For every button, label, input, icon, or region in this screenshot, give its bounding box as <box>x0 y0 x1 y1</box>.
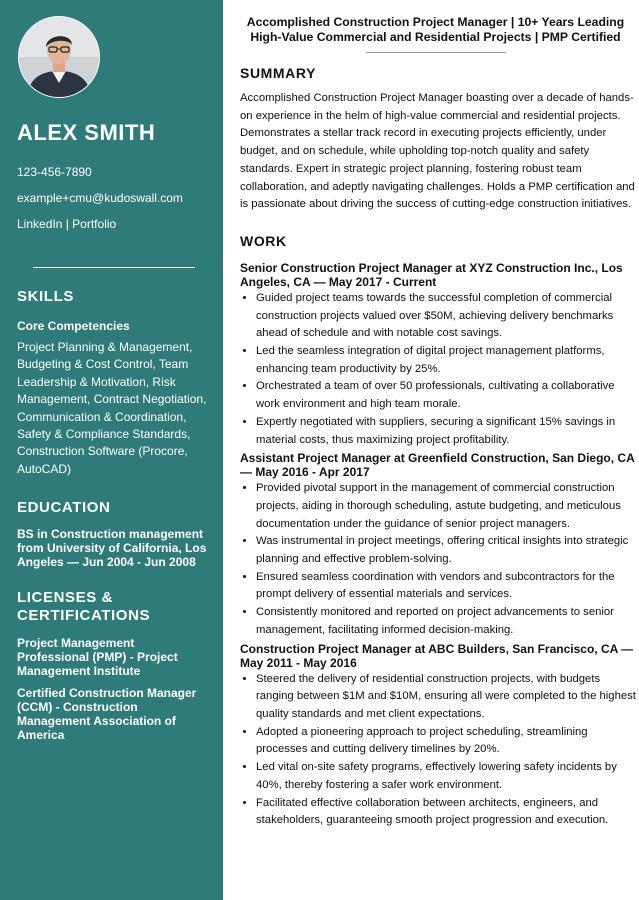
certification-item: Certified Construction Manager (CCM) - Construction Management Association of America <box>17 686 197 743</box>
phone-number: 123-456-7890 <box>17 165 92 179</box>
job-bullet: • Orchestrated a team of over 50 professionals, cultivating a collaborative work environment and high team morale. <box>256 378 639 413</box>
job-bullet: • Led the seamless integration of digital project management platforms, enhancing team productivity by 25%. <box>256 343 639 378</box>
avatar <box>18 16 100 98</box>
email-address[interactable]: example+cmu@kudoswall.com <box>17 191 183 205</box>
sidebar-divider <box>33 267 195 268</box>
job-bullet: • Facilitated effective collaboration between architects, engineers, and stakeholders, guaranteeing smooth project progression and execution. <box>256 795 639 830</box>
job-bullet: • Ensured seamless coordination with vendors and subcontractors for the prompt delivery of essential materials and services. <box>256 569 639 604</box>
profile-links <box>17 217 209 231</box>
job-bullet: • Was instrumental in project meetings, offering critical insights into strategic planning and effective problem-solving. <box>256 533 639 568</box>
work-heading: WORK <box>240 232 287 249</box>
core-competencies-text: Project Planning & Management, Budgeting & Cost Control, Team Leadership & Motivation, Risk Management, Contract Negotiation, Communication & Coordination, Safety & Compliance Standards, Construction Software (Procore, AutoCAD) <box>17 340 207 476</box>
job-title: Assistant Project Manager at Greenfield Construction, San Diego, CA — May 2016 - Apr 2017 <box>240 451 635 480</box>
profile-photo <box>19 17 99 97</box>
skills-heading: SKILLS <box>17 288 74 305</box>
education-heading: EDUCATION <box>17 499 111 517</box>
core-competencies-heading: Core Competencies <box>17 319 130 333</box>
sidebar <box>0 0 223 900</box>
job-bullets <box>240 671 639 830</box>
job-bullet: • Guided project teams towards the successful completion of commercial construction projects valued over $50M, achieving delivery benchmarks ahead of schedule and with notable cost savings. <box>256 290 639 343</box>
job-bullet: • Steered the delivery of residential construction projects, with budgets ranging between $1M and $10M, ensuring all were completed to the highest quality standards and met client expectations. <box>256 671 639 724</box>
summary-heading: SUMMARY <box>240 65 317 81</box>
main-content <box>223 0 639 900</box>
candidate-name: ALEX SMITH <box>17 120 156 145</box>
resume-headline: Accomplished Construction Project Manager | 10+ Years Leading High-Value Commercial and Residential Projects | PMP Certified <box>246 15 625 44</box>
job-bullets <box>240 290 639 449</box>
certification-item: Project Management Professional (PMP) - Project Management Institute <box>17 636 178 679</box>
job-bullet: • Led vital on-site safety programs, effectively lowering safety incidents by 40%, thereby fostering a safer work environment. <box>256 759 639 794</box>
linkedin-link[interactable]: LinkedIn <box>17 217 63 231</box>
headline-divider <box>366 52 506 53</box>
job-entry <box>240 642 639 830</box>
education-entry: BS in Construction management from University of California, Los Angeles — Jun 2004 - Jun 2008 <box>17 527 207 570</box>
job-bullet: • Adopted a pioneering approach to project scheduling, streamlining processes and cutting delivery timelines by 20%. <box>256 724 639 759</box>
link-separator: | <box>62 217 73 231</box>
licenses-heading: LICENSES & CERTIFICATIONS <box>17 589 151 625</box>
job-bullet: • Expertly negotiated with suppliers, securing a significant 15% savings in material costs, thus maximizing project profitability. <box>256 414 639 449</box>
job-bullets <box>240 480 639 639</box>
job-bullet: • Consistently monitored and reported on project advancements to senior management, facilitating informed decision-making. <box>256 604 639 639</box>
portfolio-link[interactable]: Portfolio <box>72 217 117 231</box>
job-bullet: • Provided pivotal support in the management of commercial construction projects, aiding in thorough scheduling, astute budgeting, and meticulous documentation under the guidance of senior project managers. <box>256 480 639 533</box>
job-entry <box>240 451 639 639</box>
job-entry <box>240 261 639 449</box>
job-title: Senior Construction Project Manager at XYZ Construction Inc., Los Angeles, CA — May 2017 - Current <box>240 260 623 289</box>
job-title: Construction Project Manager at ABC Builders, San Francisco, CA — May 2011 - May 2016 <box>240 641 634 670</box>
summary-text: Accomplished Construction Project Manager boasting over a decade of hands-on experience in the helm of high-value commercial and residential projects. Demonstrates a stellar track record in executing projects efficiently, under budget, and on schedule, while upholding top-notch quality and safety standards. Expert in strategic project planning, fostering robust team collaboration, and adeptly navigating challenges. Holds a PMP certification and is passionate about driving the success of cutting-edge construction initiatives. <box>240 92 635 211</box>
